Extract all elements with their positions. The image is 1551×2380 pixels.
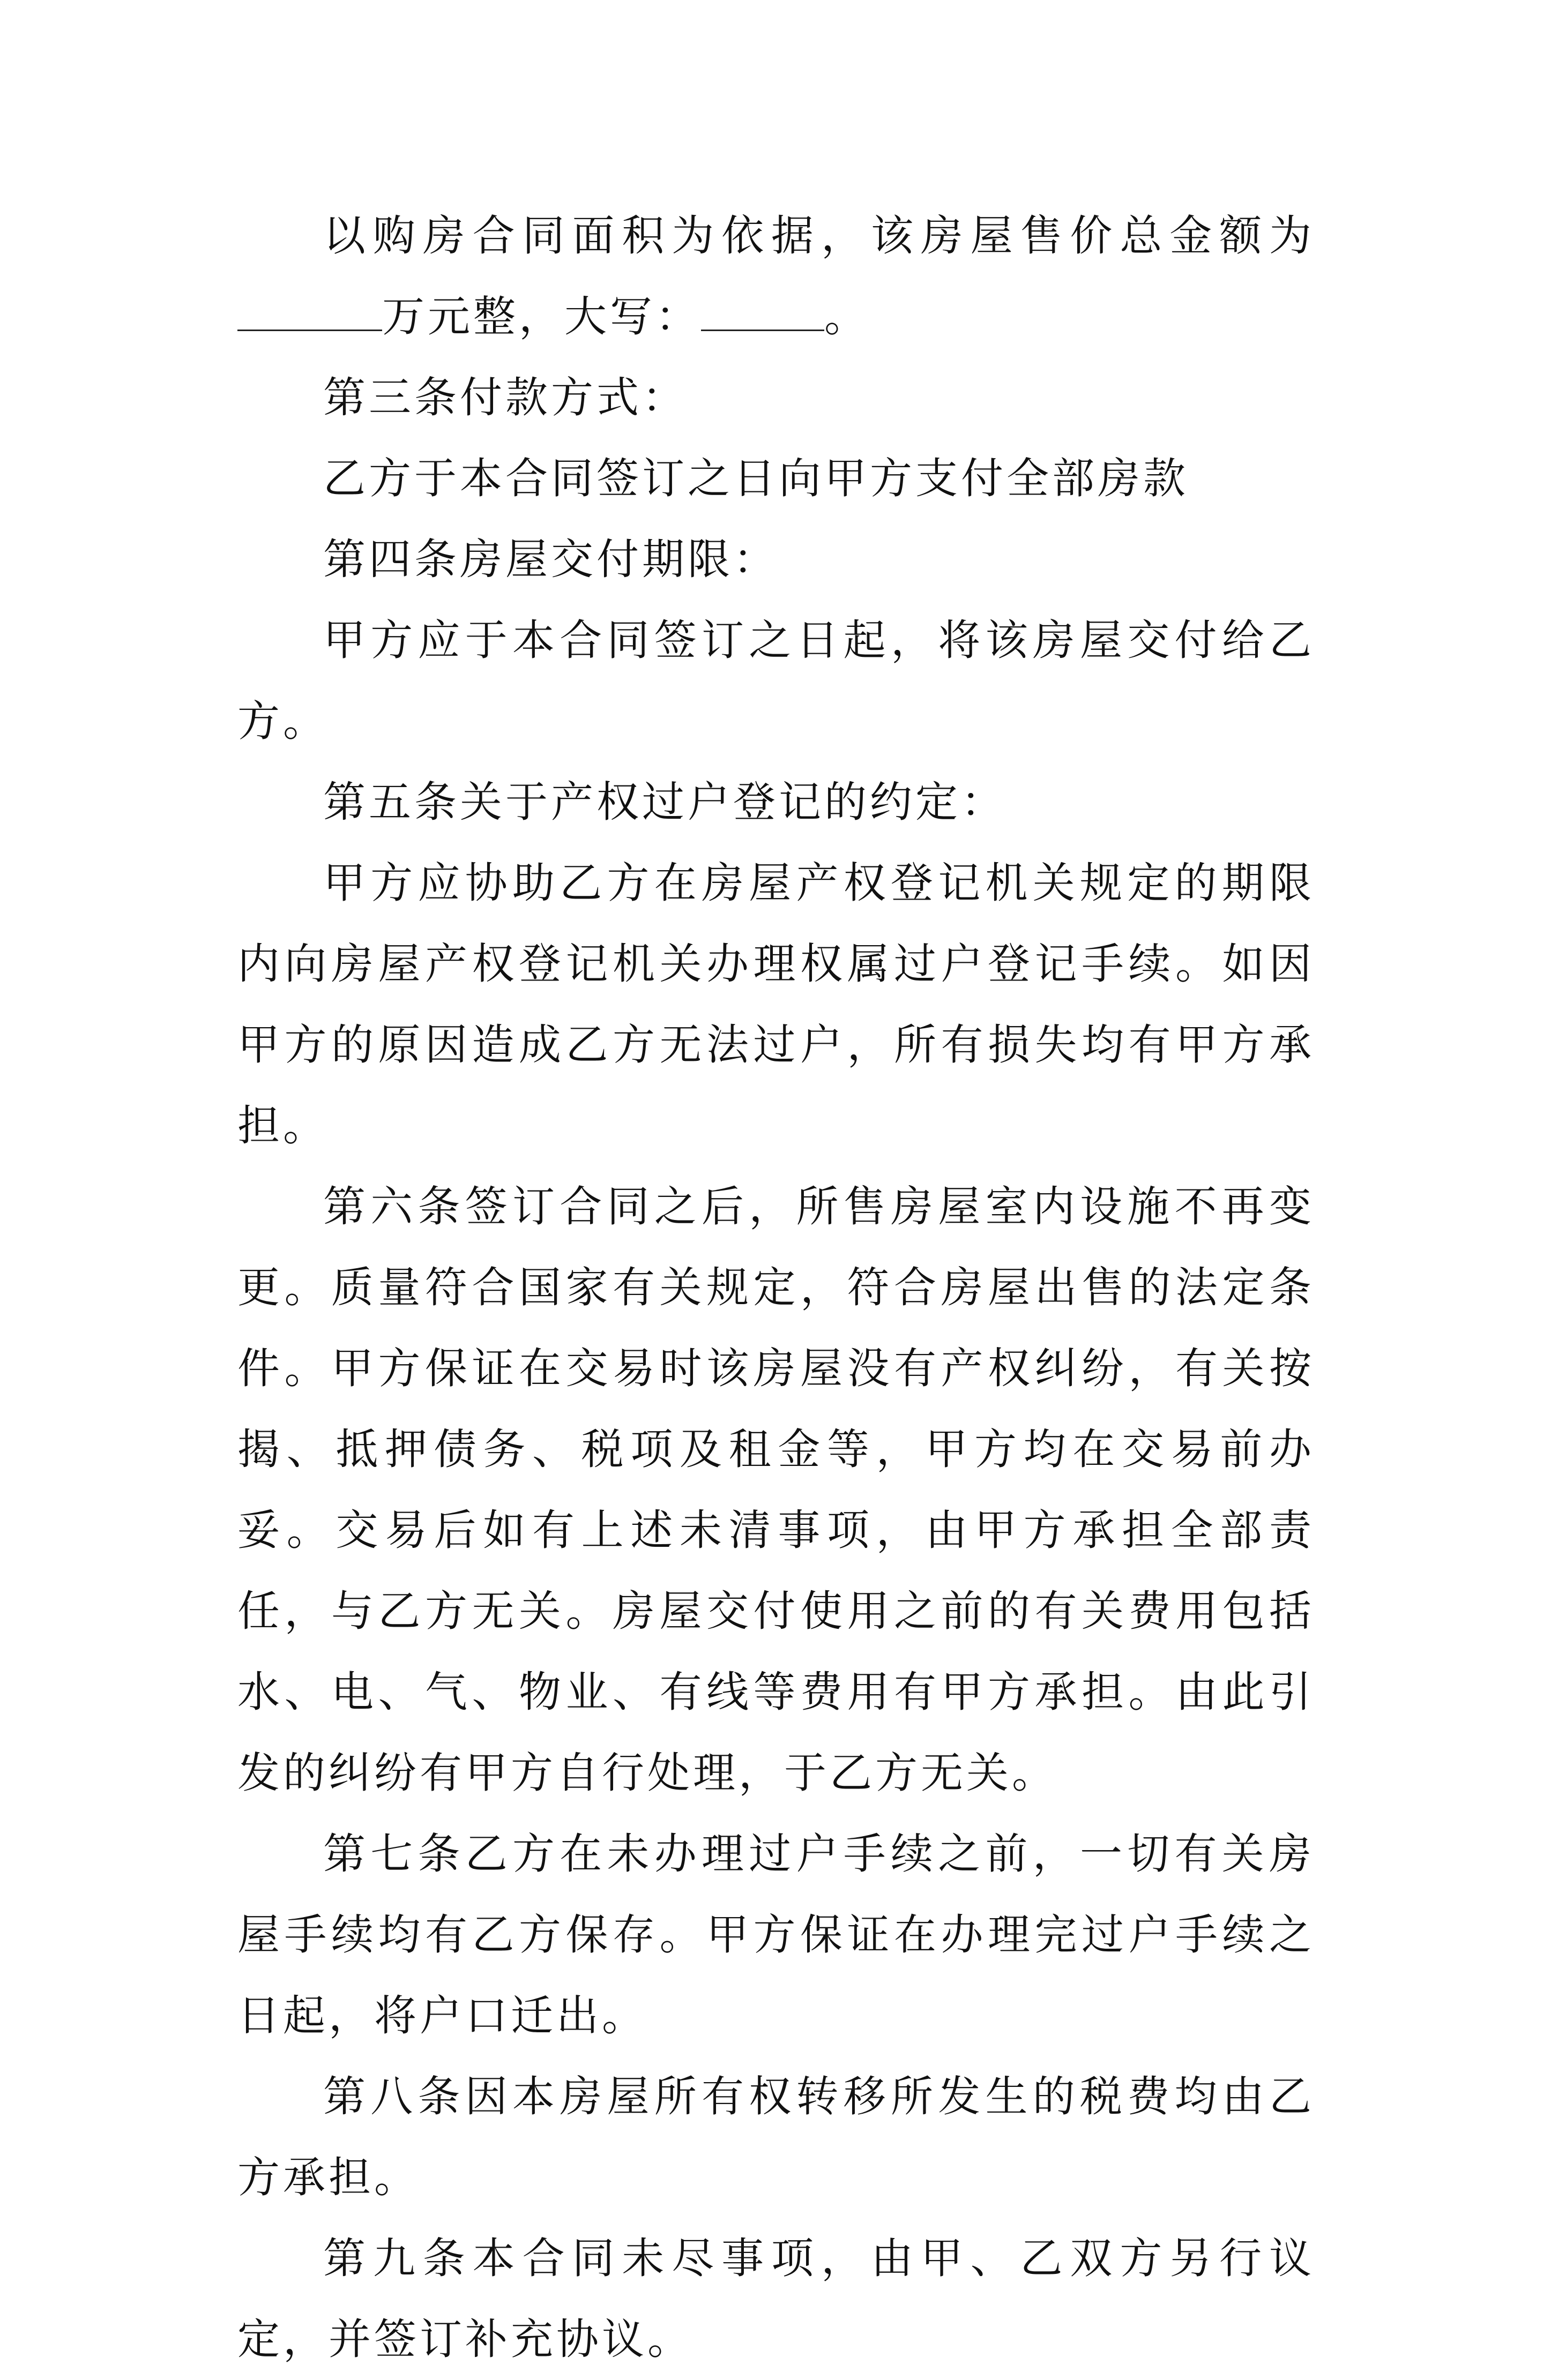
document-body [237,196,1315,2380]
article-9: 第九条本合同未尽事项，由甲、乙双方另行议定，并签订补充协议。 [237,2234,1315,2364]
amount-in-words-blank [701,291,824,331]
article-5-body: 甲方应协助乙方在房屋产权登记机关规定的期限内向房屋产权登记机关办理权属过户登记手续。如因甲方的原因造成乙方无法过户，所有损失均有甲方承担。 [237,858,1315,1150]
article-5-title: 第五条关于产权过户登记的约定： [323,777,1006,827]
price-text-after: 。 [824,292,870,341]
article-7: 第七条乙方在未办理过户手续之前，一切有关房屋手续均有乙方保存。甲方保证在办理完过户手续之日起，将户口迁出。 [237,1829,1315,2040]
article-4-title: 第四条房屋交付期限： [323,535,779,584]
price-text-before: 以购房合同面积为依据，该房屋售价总金额为 [323,211,1315,260]
price-paragraph [237,196,1315,357]
article-6: 第六条签订合同之后，所售房屋室内设施不再变更。质量符合国家有关规定，符合房屋出售的法定条件。甲方保证在交易时该房屋没有产权纠纷，有关按揭、抵押债务、税项及租金等，甲方均在交易前办妥。交易后如有上述未清事项，由甲方承担全部责任，与乙方无关。房屋交付使用之前的有关费用包括水、电、气、物业、有线等费用有甲方承担。由此引发的纠纷有甲方自行处理，于乙方无关。 [237,1182,1315,1798]
article-8: 第八条因本房屋所有权转移所发生的税费均由乙方承担。 [237,2072,1315,2202]
total-amount-blank [237,291,382,331]
price-text-middle: 万元整，大写： [382,292,701,341]
article-4-body: 甲方应于本合同签订之日起，将该房屋交付给乙方。 [237,616,1315,746]
article-3-title: 第三条付款方式： [323,373,688,422]
article-3-body: 乙方于本合同签订之日向甲方支付全部房款 [323,454,1189,503]
